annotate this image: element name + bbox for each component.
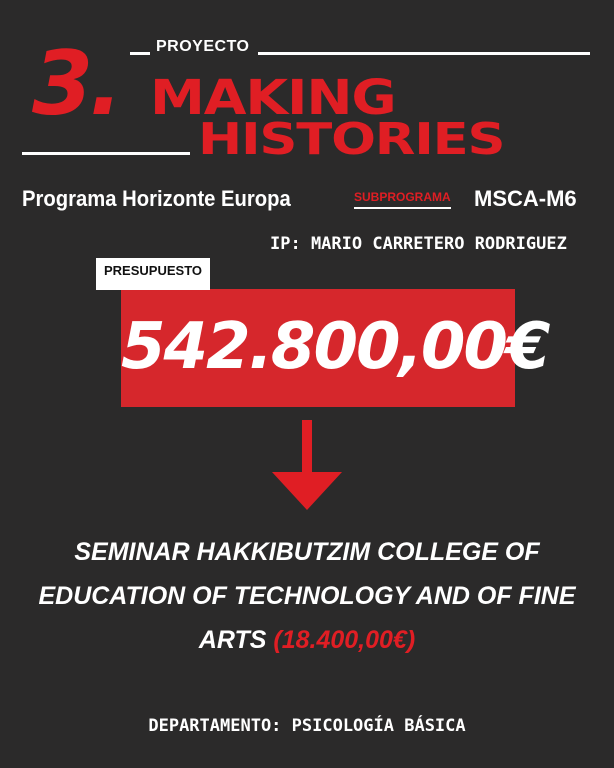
principal-investigator: IP: MARIO CARRETERO RODRIGUEZ <box>270 234 567 254</box>
program-name: Programa Horizonte Europa <box>22 186 291 211</box>
divider-top-left <box>130 52 150 55</box>
divider-top-right <box>258 52 590 55</box>
project-number: 3. <box>32 32 119 135</box>
budget-label: PRESUPUESTO <box>96 258 210 290</box>
department: DEPARTAMENTO: PSICOLOGÍA BÁSICA <box>148 716 466 736</box>
beneficiary-amount: (18.400,00€) <box>273 626 416 654</box>
divider-bottom-left <box>22 152 190 155</box>
subprogram-label: SUBPROGRAMA <box>354 190 451 209</box>
budget-amount: 542.800,00€ <box>121 310 549 384</box>
title-line1: MAKING <box>150 70 396 126</box>
beneficiary-name: SEMINAR HAKKIBUTZIM COLLEGE OF EDUCATION OF TECHNOLOGY AND OF FINE ARTS <box>38 538 576 654</box>
subprogram-value: MSCA-M6 <box>474 186 577 211</box>
title-line2: HISTORIES <box>198 114 505 165</box>
project-label: PROYECTO <box>156 38 250 55</box>
arrow-down-icon <box>270 420 344 512</box>
beneficiary-description <box>30 530 584 662</box>
